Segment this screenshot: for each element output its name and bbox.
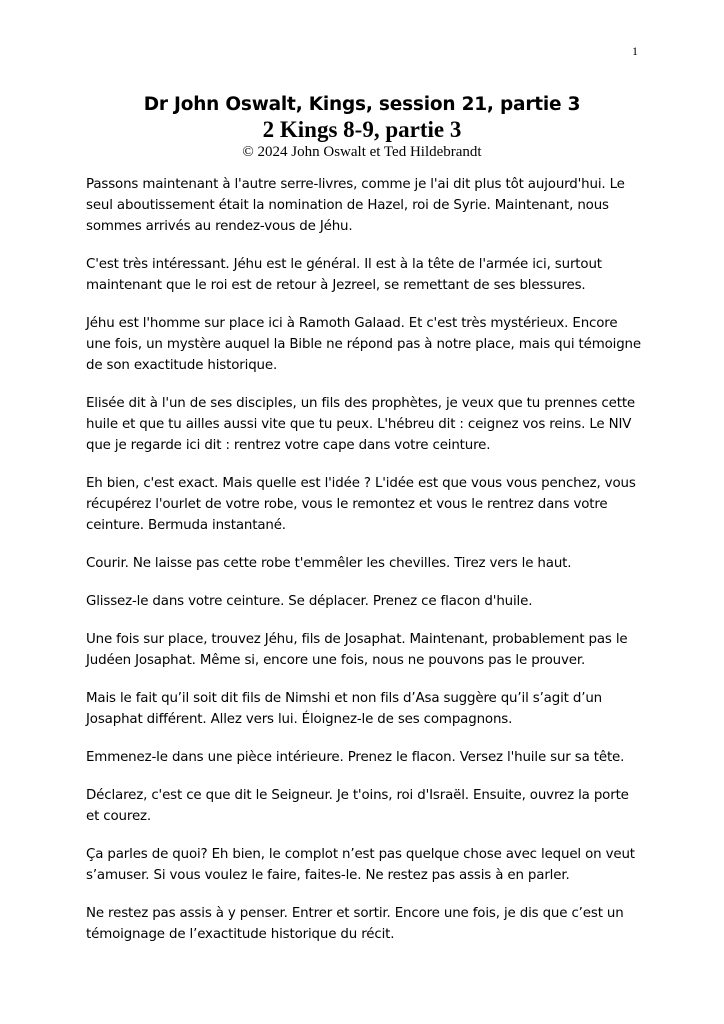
paragraph: Eh bien, c'est exact. Mais quelle est l'idée ? L'idée est que vous vous penchez, vous récupérez l'ourlet de votre robe, vous le remontez et vous le rentrez dans votre ceinture. Bermuda instantané. [86,476,636,533]
paragraph: Jéhu est l'homme sur place ici à Ramoth Galaad. Et c'est très mystérieux. Encore une fois, un mystère auquel la Bible ne répond pas à notre place, mais qui témoigne de son exactitude historique. [86,316,641,373]
paragraph: Emmenez-le dans une pièce intérieure. Prenez le flacon. Versez l'huile sur sa tête. [86,750,625,765]
document-subtitle: 2 Kings 8-9, partie 3 [262,117,462,142]
paragraph: Elisée dit à l'un de ses disciples, un fils des prophètes, je veux que tu prennes cette huile et que tu ailles aussi vite que tu peux. L'hébreu dit : ceignez vos reins. Le NIV que je regarde ici dit : rentrez votre cape dans votre ceinture. [86,396,636,453]
paragraph: Glissez-le dans votre ceinture. Se déplacer. Prenez ce flacon d'huile. [86,594,533,609]
paragraph: Une fois sur place, trouvez Jéhu, fils de Josaphat. Maintenant, probablement pas le Judéen Josaphat. Même si, encore une fois, nous ne pouvons pas le prouver. [86,632,628,668]
document-header [0,93,724,161]
copyright-line: © 2024 John Oswalt et Ted Hildebrandt [242,144,482,160]
paragraph: C'est très intéressant. Jéhu est le général. Il est à la tête de l'armée ici, surtout maintenant que le roi est de retour à Jezreel, se remettant de ses blessures. [86,257,602,293]
paragraph: Mais le fait qu’il soit dit fils de Nimshi et non fils d’Asa suggère qu’il s’agit d’un Josaphat différent. Allez vers lui. Éloignez-le de ses compagnons. [86,691,602,727]
paragraph: Ne restez pas assis à y penser. Entrer et sortir. Encore une fois, je dis que c’est un témoignage de l’exactitude historique du récit. [86,906,624,942]
paragraph: Ça parles de quoi? Eh bien, le complot n’est pas quelque chose avec lequel on veut s’amuser. Si vous voulez le faire, faites-le. Ne restez pas assis à en parler. [86,847,635,883]
document-title: Dr John Oswalt, Kings, session 21, partie 3 [143,94,581,115]
paragraph: Courir. Ne laisse pas cette robe t'emmêler les chevilles. Tirez vers le haut. [86,556,572,571]
page-number: 1 [632,44,638,58]
document-body [86,174,646,962]
paragraph: Passons maintenant à l'autre serre-livres, comme je l'ai dit plus tôt aujourd'hui. Le seul aboutissement était la nomination de Hazel, roi de Syrie. Maintenant, nous sommes arrivés au rendez-vous de Jéhu. [86,177,625,234]
paragraph: Déclarez, c'est ce que dit le Seigneur. Je t'oins, roi d'Israël. Ensuite, ouvrez la porte et courez. [86,788,629,824]
